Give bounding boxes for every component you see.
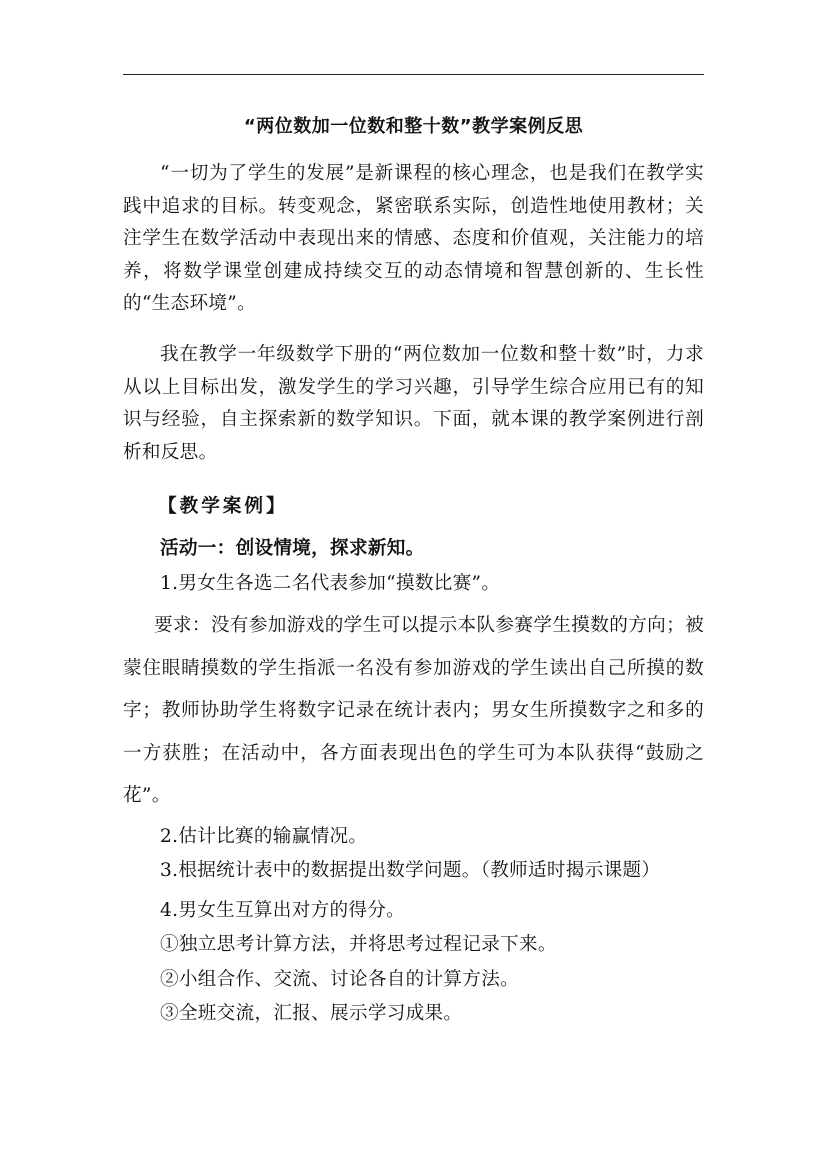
step-4: 4.男女生互算出对方的得分。 [160, 900, 406, 921]
activity-heading: 活动一：创设情境，探求新知。 [160, 538, 425, 559]
substep-3: ③全班交流，汇报、展示学习成果。 [160, 1003, 463, 1024]
header-rule [123, 74, 704, 75]
substep-1: ①独立思考计算方法，并将思考过程记录下来。 [160, 934, 557, 955]
requirements-paragraph: 要求：没有参加游戏的学生可以提示本队参赛学生摸数的方向；被蒙住眼睛摸数的学生指派一名没有参加游戏的学生读出自己所摸的数字；教师协助学生将数字记录在统计表内；男女生所摸数字之和多的一方获胜；在活动中，各方面表现出色的学生可为本队获得“鼓励之花”。 [123, 615, 704, 806]
intro-paragraph: “一切为了学生的发展”是新课程的核心理念，也是我们在教学实践中追求的目标。转变观念，紧密联系实际，创造性地使用教材；关注学生在数学活动中表现出来的情感、态度和价值观，关注能力的培养，将数学课堂创建成持续交互的动态情境和智慧创新的、生长性的“生态环境”。 [123, 163, 704, 315]
step-3: 3.根据统计表中的数据提出数学问题。（教师适时揭示课题） [160, 860, 661, 881]
step-2: 2.估计比赛的输赢情况。 [160, 826, 368, 847]
step-1: 1.男女生各选二名代表参加“摸数比赛”。 [160, 573, 501, 594]
document-title: “两位数加一位数和整十数”教学案例反思 [243, 116, 584, 137]
substep-2: ②小组合作、交流、讨论各自的计算方法。 [160, 969, 519, 990]
purpose-paragraph: 我在教学一年级数学下册的“两位数加一位数和整十数”时，力求从以上目标出发，激发学生的学习兴趣，引导学生综合应用已有的知识与经验，自主探索新的数学知识。下面，就本课的教学案例进行剖析和反思。 [123, 344, 704, 463]
section-heading: 【教学案例】 [158, 496, 288, 517]
